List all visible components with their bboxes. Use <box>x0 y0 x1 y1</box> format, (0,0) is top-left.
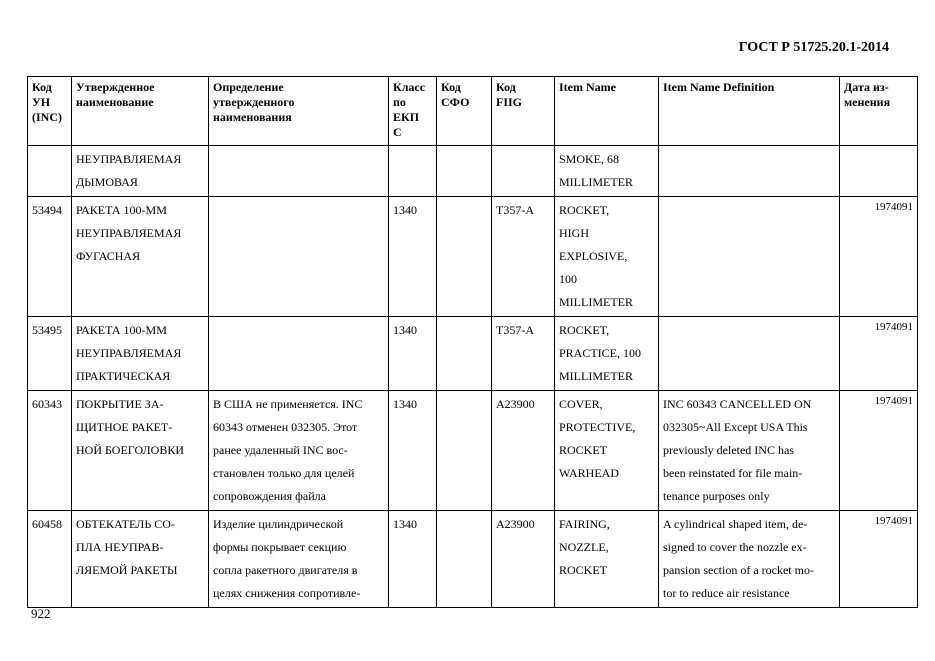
column-header-item-name <box>555 77 659 146</box>
text-line: ранее удаленный INC вос- <box>213 443 348 457</box>
text-line: tenance purposes only <box>663 489 770 503</box>
text-line: формы покрывает секцию <box>213 540 347 554</box>
text-line: 100 <box>559 272 577 286</box>
text-line: 032305~All Except USA This <box>663 420 808 434</box>
text-line: pansion section of a rocket mo- <box>663 563 814 577</box>
item-name-cell <box>555 391 659 511</box>
fiig-cell: T357-A <box>492 197 555 317</box>
text-line: ЩИТНОЕ РАКЕТ- <box>76 420 173 434</box>
change-date-cell: 1974091 <box>840 391 918 511</box>
text-line: been reinstated for file main- <box>663 466 803 480</box>
text-line: PROTECTIVE, <box>559 420 636 434</box>
text-line: ПЛА НЕУПРАВ- <box>76 540 164 554</box>
inc-cell: 53495 <box>28 317 72 391</box>
item-name-cell <box>555 197 659 317</box>
text-line: становлен только для целей <box>213 466 355 480</box>
class-cell: 1340 <box>389 197 437 317</box>
text-line: сопла ракетного двигателя в <box>213 563 358 577</box>
text-line: ОБТЕКАТЕЛЬ СО- <box>76 517 175 531</box>
item-name-cell <box>555 146 659 197</box>
column-header-line: Код <box>32 80 52 94</box>
text-line: РАКЕТА 100-ММ <box>76 323 167 337</box>
table-row <box>28 391 918 511</box>
item-definition-cell <box>659 197 840 317</box>
item-definition-cell <box>659 317 840 391</box>
column-header-class <box>389 77 437 146</box>
definition-cell <box>209 511 389 608</box>
text-line: ROCKET <box>559 443 607 457</box>
approved-name-cell <box>72 146 209 197</box>
text-line: MILLIMETER <box>559 369 633 383</box>
table-body <box>28 146 918 608</box>
text-line: ROCKET, <box>559 203 610 217</box>
inc-cell: 60343 <box>28 391 72 511</box>
sfo-cell <box>437 197 492 317</box>
column-header-item-definition <box>659 77 840 146</box>
column-header-name <box>72 77 209 146</box>
column-header-line: УН <box>32 95 51 109</box>
inc-cell: 53494 <box>28 197 72 317</box>
change-date-cell: 1974091 <box>840 317 918 391</box>
text-line: FAIRING, <box>559 517 610 531</box>
text-line: MILLIMETER <box>559 175 633 189</box>
column-header-line: Item Name <box>559 80 616 94</box>
change-date-cell: 1974091 <box>840 197 918 317</box>
fiig-cell: A23900 <box>492 511 555 608</box>
text-line: ФУГАСНАЯ <box>76 249 141 263</box>
sfo-cell <box>437 391 492 511</box>
class-cell: 1340 <box>389 511 437 608</box>
text-line: В США не применяется. INC <box>213 397 363 411</box>
text-line: WARHEAD <box>559 466 619 480</box>
definition-cell <box>209 391 389 511</box>
column-header-line: Item Name Definition <box>663 80 775 94</box>
column-header-line: Код <box>441 80 461 94</box>
item-definition-cell <box>659 146 840 197</box>
text-line: НЕУПРАВЛЯЕМАЯ <box>76 346 182 360</box>
item-definition-cell <box>659 511 840 608</box>
text-line: НЕУПРАВЛЯЕМАЯ <box>76 152 182 166</box>
column-header-line: Утвержденное <box>76 80 155 94</box>
text-line: НЕУПРАВЛЯЕМАЯ <box>76 226 182 240</box>
table-header-row <box>28 77 918 146</box>
change-date-cell <box>840 146 918 197</box>
nomenclature-table <box>27 76 918 608</box>
column-header-sfo <box>437 77 492 146</box>
text-line: PRACTICE, 100 <box>559 346 642 360</box>
document-standard-id: ГОСТ Р 51725.20.1-2014 <box>738 40 889 55</box>
text-line: COVER, <box>559 397 603 411</box>
text-line: ПРАКТИЧЕСКАЯ <box>76 369 171 383</box>
definition-cell <box>209 146 389 197</box>
text-line: HIGH <box>559 226 589 240</box>
column-header-fiig <box>492 77 555 146</box>
column-header-definition <box>209 77 389 146</box>
fiig-cell <box>492 146 555 197</box>
column-header-line: С <box>393 125 402 139</box>
table-row <box>28 146 918 197</box>
sfo-cell <box>437 511 492 608</box>
text-line: NOZZLE, <box>559 540 609 554</box>
approved-name-cell <box>72 511 209 608</box>
column-header-inc <box>28 77 72 146</box>
approved-name-cell <box>72 197 209 317</box>
text-line: EXPLOSIVE, <box>559 249 628 263</box>
text-line: signed to cover the nozzle ex- <box>663 540 807 554</box>
change-date-cell: 1974091 <box>840 511 918 608</box>
table-row <box>28 197 918 317</box>
text-line: tor to reduce air resistance <box>663 586 790 600</box>
class-cell: 1340 <box>389 391 437 511</box>
text-line: MILLIMETER <box>559 295 633 309</box>
text-line: A cylindrical shaped item, de- <box>663 517 808 531</box>
table-row <box>28 317 918 391</box>
text-line: ROCKET <box>559 563 607 577</box>
inc-cell <box>28 146 72 197</box>
definition-cell <box>209 197 389 317</box>
column-header-line: наименование <box>76 95 154 109</box>
sfo-cell <box>437 317 492 391</box>
text-line: INC 60343 CANCELLED ON <box>663 397 812 411</box>
definition-cell <box>209 317 389 391</box>
item-name-cell <box>555 511 659 608</box>
item-name-cell <box>555 317 659 391</box>
class-cell: 1340 <box>389 317 437 391</box>
column-header-line: Класс <box>393 80 426 94</box>
text-line: 60343 отменен 032305. Этот <box>213 420 358 434</box>
sfo-cell <box>437 146 492 197</box>
column-header-line: Код <box>496 80 516 94</box>
table-row <box>28 511 918 608</box>
page-number: 922 <box>31 606 51 621</box>
column-header-line: ЕКП <box>393 110 420 124</box>
text-line: ДЫМОВАЯ <box>76 175 138 189</box>
text-line: previously deleted INC has <box>663 443 794 457</box>
text-line: целях снижения сопротивле- <box>213 586 361 600</box>
class-cell <box>389 146 437 197</box>
column-header-line: по <box>393 95 406 109</box>
column-header-line: утвержденного <box>213 95 295 109</box>
column-header-line: Определение <box>213 80 284 94</box>
fiig-cell: T357-A <box>492 317 555 391</box>
column-header-line: наименования <box>213 110 292 124</box>
fiig-cell: A23900 <box>492 391 555 511</box>
text-line: ПОКРЫТИЕ ЗА- <box>76 397 164 411</box>
column-header-line: (INC) <box>32 110 62 124</box>
approved-name-cell <box>72 391 209 511</box>
text-line: НОЙ БОЕГОЛОВКИ <box>76 443 184 457</box>
column-header-line: Дата из- <box>844 80 889 94</box>
column-header-line: FIIG <box>496 95 523 109</box>
text-line: ЛЯЕМОЙ РАКЕТЫ <box>76 563 178 577</box>
text-line: ROCKET, <box>559 323 610 337</box>
inc-cell: 60458 <box>28 511 72 608</box>
text-line: РАКЕТА 100-ММ <box>76 203 167 217</box>
approved-name-cell <box>72 317 209 391</box>
column-header-line: менения <box>844 95 891 109</box>
text-line: SMOKE, 68 <box>559 152 620 166</box>
column-header-date <box>840 77 918 146</box>
text-line: Изделие цилиндрической <box>213 517 344 531</box>
item-definition-cell <box>659 391 840 511</box>
text-line: сопровождения файла <box>213 489 326 503</box>
column-header-line: СФО <box>441 95 470 109</box>
